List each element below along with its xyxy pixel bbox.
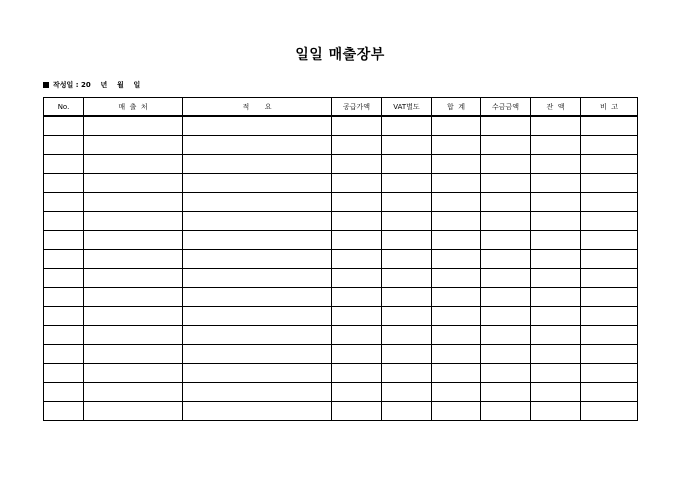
table-cell[interactable] — [84, 155, 183, 174]
header-customer: 매 출 처 — [84, 98, 183, 117]
table-cell[interactable] — [44, 174, 84, 193]
table-cell[interactable] — [481, 212, 531, 231]
table-cell[interactable] — [481, 193, 531, 212]
table-cell[interactable] — [332, 364, 382, 383]
table-cell[interactable] — [531, 116, 581, 136]
table-cell[interactable] — [332, 116, 382, 136]
table-cell[interactable] — [84, 231, 183, 250]
table-cell[interactable] — [183, 174, 332, 193]
table-cell[interactable] — [382, 250, 432, 269]
table-cell[interactable] — [581, 155, 638, 174]
table-cell[interactable] — [332, 345, 382, 364]
table-cell[interactable] — [84, 383, 183, 402]
table-cell[interactable] — [531, 307, 581, 326]
table-cell[interactable] — [432, 250, 481, 269]
table-cell[interactable] — [183, 155, 332, 174]
table-cell[interactable] — [183, 364, 332, 383]
table-cell[interactable] — [382, 174, 432, 193]
table-cell[interactable] — [481, 288, 531, 307]
table-cell[interactable] — [332, 250, 382, 269]
table-cell[interactable] — [432, 269, 481, 288]
table-cell[interactable] — [84, 345, 183, 364]
table-cell[interactable] — [44, 402, 84, 421]
table-cell[interactable] — [332, 174, 382, 193]
table-cell[interactable] — [183, 212, 332, 231]
table-cell[interactable] — [382, 288, 432, 307]
table-cell[interactable] — [382, 193, 432, 212]
table-cell[interactable] — [481, 136, 531, 155]
table-cell[interactable] — [531, 136, 581, 155]
header-description: 적 요 — [183, 98, 332, 117]
table-cell[interactable] — [44, 364, 84, 383]
table-cell[interactable] — [84, 212, 183, 231]
table-cell[interactable] — [382, 269, 432, 288]
table-cell[interactable] — [332, 288, 382, 307]
table-cell[interactable] — [382, 345, 432, 364]
header-supply-amount: 공급가액 — [332, 98, 382, 117]
table-row — [44, 288, 638, 307]
table-cell[interactable] — [332, 383, 382, 402]
table-cell[interactable] — [44, 136, 84, 155]
table-cell[interactable] — [183, 288, 332, 307]
table-cell[interactable] — [332, 212, 382, 231]
date-line — [43, 80, 140, 90]
table-cell[interactable] — [481, 307, 531, 326]
table-cell[interactable] — [183, 193, 332, 212]
table-cell[interactable] — [44, 383, 84, 402]
table-cell[interactable] — [382, 231, 432, 250]
table-cell[interactable] — [44, 212, 84, 231]
table-cell[interactable] — [481, 231, 531, 250]
table-cell[interactable] — [581, 383, 638, 402]
table-cell[interactable] — [44, 193, 84, 212]
table-row — [44, 193, 638, 212]
table-cell[interactable] — [332, 326, 382, 345]
table-cell[interactable] — [481, 250, 531, 269]
table-cell[interactable] — [84, 250, 183, 269]
table-cell[interactable] — [44, 288, 84, 307]
table-cell[interactable] — [183, 250, 332, 269]
table-cell[interactable] — [432, 326, 481, 345]
table-cell[interactable] — [44, 155, 84, 174]
table-cell[interactable] — [84, 307, 183, 326]
table-cell[interactable] — [531, 155, 581, 174]
table-cell[interactable] — [183, 402, 332, 421]
square-bullet-icon — [43, 82, 49, 88]
table-cell[interactable] — [481, 116, 531, 136]
table-cell[interactable] — [382, 326, 432, 345]
table-cell[interactable] — [44, 250, 84, 269]
table-cell[interactable] — [432, 231, 481, 250]
table-cell[interactable] — [531, 231, 581, 250]
table-cell[interactable] — [581, 326, 638, 345]
table-row — [44, 364, 638, 383]
table-cell[interactable] — [531, 402, 581, 421]
table-cell[interactable] — [531, 364, 581, 383]
header-remarks: 비 고 — [581, 98, 638, 117]
table-cell[interactable] — [432, 116, 481, 136]
table-cell[interactable] — [44, 326, 84, 345]
table-cell[interactable] — [481, 345, 531, 364]
table-cell[interactable] — [432, 136, 481, 155]
sales-ledger-table — [43, 97, 638, 421]
table-cell[interactable] — [581, 402, 638, 421]
table-cell[interactable] — [84, 174, 183, 193]
table-cell[interactable] — [332, 231, 382, 250]
table-cell[interactable] — [183, 231, 332, 250]
table-cell[interactable] — [382, 364, 432, 383]
table-cell[interactable] — [481, 155, 531, 174]
table-cell[interactable] — [581, 193, 638, 212]
table-cell[interactable] — [44, 116, 84, 136]
table-cell[interactable] — [581, 174, 638, 193]
date-label: 작성일 : 20 년 월 일 — [53, 81, 141, 89]
table-row — [44, 116, 638, 136]
table-cell[interactable] — [382, 307, 432, 326]
table-cell[interactable] — [531, 269, 581, 288]
table-cell[interactable] — [531, 212, 581, 231]
table-cell[interactable] — [531, 383, 581, 402]
header-vat: VAT별도 — [382, 98, 432, 117]
table-cell[interactable] — [581, 307, 638, 326]
table-cell[interactable] — [581, 231, 638, 250]
table-cell[interactable] — [531, 193, 581, 212]
table-cell[interactable] — [531, 174, 581, 193]
table-cell[interactable] — [183, 383, 332, 402]
table-cell[interactable] — [382, 116, 432, 136]
table-cell[interactable] — [382, 155, 432, 174]
document-title: 일일 매출장부 — [295, 47, 385, 63]
table-cell[interactable] — [84, 326, 183, 345]
table-cell[interactable] — [432, 364, 481, 383]
table-cell[interactable] — [44, 345, 84, 364]
table-cell[interactable] — [432, 193, 481, 212]
table-cell[interactable] — [481, 402, 531, 421]
table-cell[interactable] — [432, 383, 481, 402]
table-cell[interactable] — [332, 155, 382, 174]
table-cell[interactable] — [84, 288, 183, 307]
table-cell[interactable] — [84, 269, 183, 288]
table-cell[interactable] — [481, 174, 531, 193]
table-cell[interactable] — [84, 364, 183, 383]
table-cell[interactable] — [382, 136, 432, 155]
table-cell[interactable] — [332, 193, 382, 212]
table-cell[interactable] — [581, 364, 638, 383]
ledger-body — [44, 116, 638, 421]
table-cell[interactable] — [332, 269, 382, 288]
table-cell[interactable] — [481, 383, 531, 402]
header-balance: 잔 액 — [531, 98, 581, 117]
table-cell[interactable] — [432, 345, 481, 364]
table-cell[interactable] — [183, 116, 332, 136]
table-cell[interactable] — [581, 345, 638, 364]
table-cell[interactable] — [531, 326, 581, 345]
table-cell[interactable] — [432, 402, 481, 421]
table-row — [44, 269, 638, 288]
table-cell[interactable] — [531, 345, 581, 364]
table-cell[interactable] — [183, 345, 332, 364]
table-cell[interactable] — [183, 136, 332, 155]
table-row — [44, 155, 638, 174]
table-cell[interactable] — [432, 307, 481, 326]
table-row — [44, 345, 638, 364]
table-cell[interactable] — [183, 307, 332, 326]
table-cell[interactable] — [382, 383, 432, 402]
header-row — [44, 98, 638, 117]
table-cell[interactable] — [531, 250, 581, 269]
table-row — [44, 174, 638, 193]
table-cell[interactable] — [581, 269, 638, 288]
table-cell[interactable] — [183, 269, 332, 288]
table-row — [44, 402, 638, 421]
table-cell[interactable] — [84, 402, 183, 421]
table-row — [44, 212, 638, 231]
table-cell[interactable] — [44, 269, 84, 288]
table-cell[interactable] — [382, 402, 432, 421]
table-row — [44, 307, 638, 326]
table-cell[interactable] — [332, 307, 382, 326]
header-total: 합 계 — [432, 98, 481, 117]
table-cell[interactable] — [432, 155, 481, 174]
table-cell[interactable] — [581, 288, 638, 307]
table-cell[interactable] — [332, 402, 382, 421]
table-cell[interactable] — [481, 364, 531, 383]
table-cell[interactable] — [84, 136, 183, 155]
table-cell[interactable] — [432, 212, 481, 231]
table-cell[interactable] — [44, 307, 84, 326]
table-row — [44, 136, 638, 155]
table-cell[interactable] — [84, 116, 183, 136]
table-cell[interactable] — [332, 136, 382, 155]
table-cell[interactable] — [432, 174, 481, 193]
table-cell[interactable] — [581, 136, 638, 155]
table-cell[interactable] — [183, 326, 332, 345]
table-row — [44, 383, 638, 402]
header-collected-amount: 수금금액 — [481, 98, 531, 117]
table-cell[interactable] — [44, 231, 84, 250]
table-cell[interactable] — [481, 269, 531, 288]
table-cell[interactable] — [581, 212, 638, 231]
table-cell[interactable] — [581, 250, 638, 269]
table-cell[interactable] — [581, 116, 638, 136]
table-cell[interactable] — [432, 288, 481, 307]
table-row — [44, 250, 638, 269]
header-no: No. — [44, 98, 84, 117]
table-cell[interactable] — [531, 288, 581, 307]
table-cell[interactable] — [382, 212, 432, 231]
table-row — [44, 231, 638, 250]
table-cell[interactable] — [481, 326, 531, 345]
table-cell[interactable] — [84, 193, 183, 212]
table-row — [44, 326, 638, 345]
